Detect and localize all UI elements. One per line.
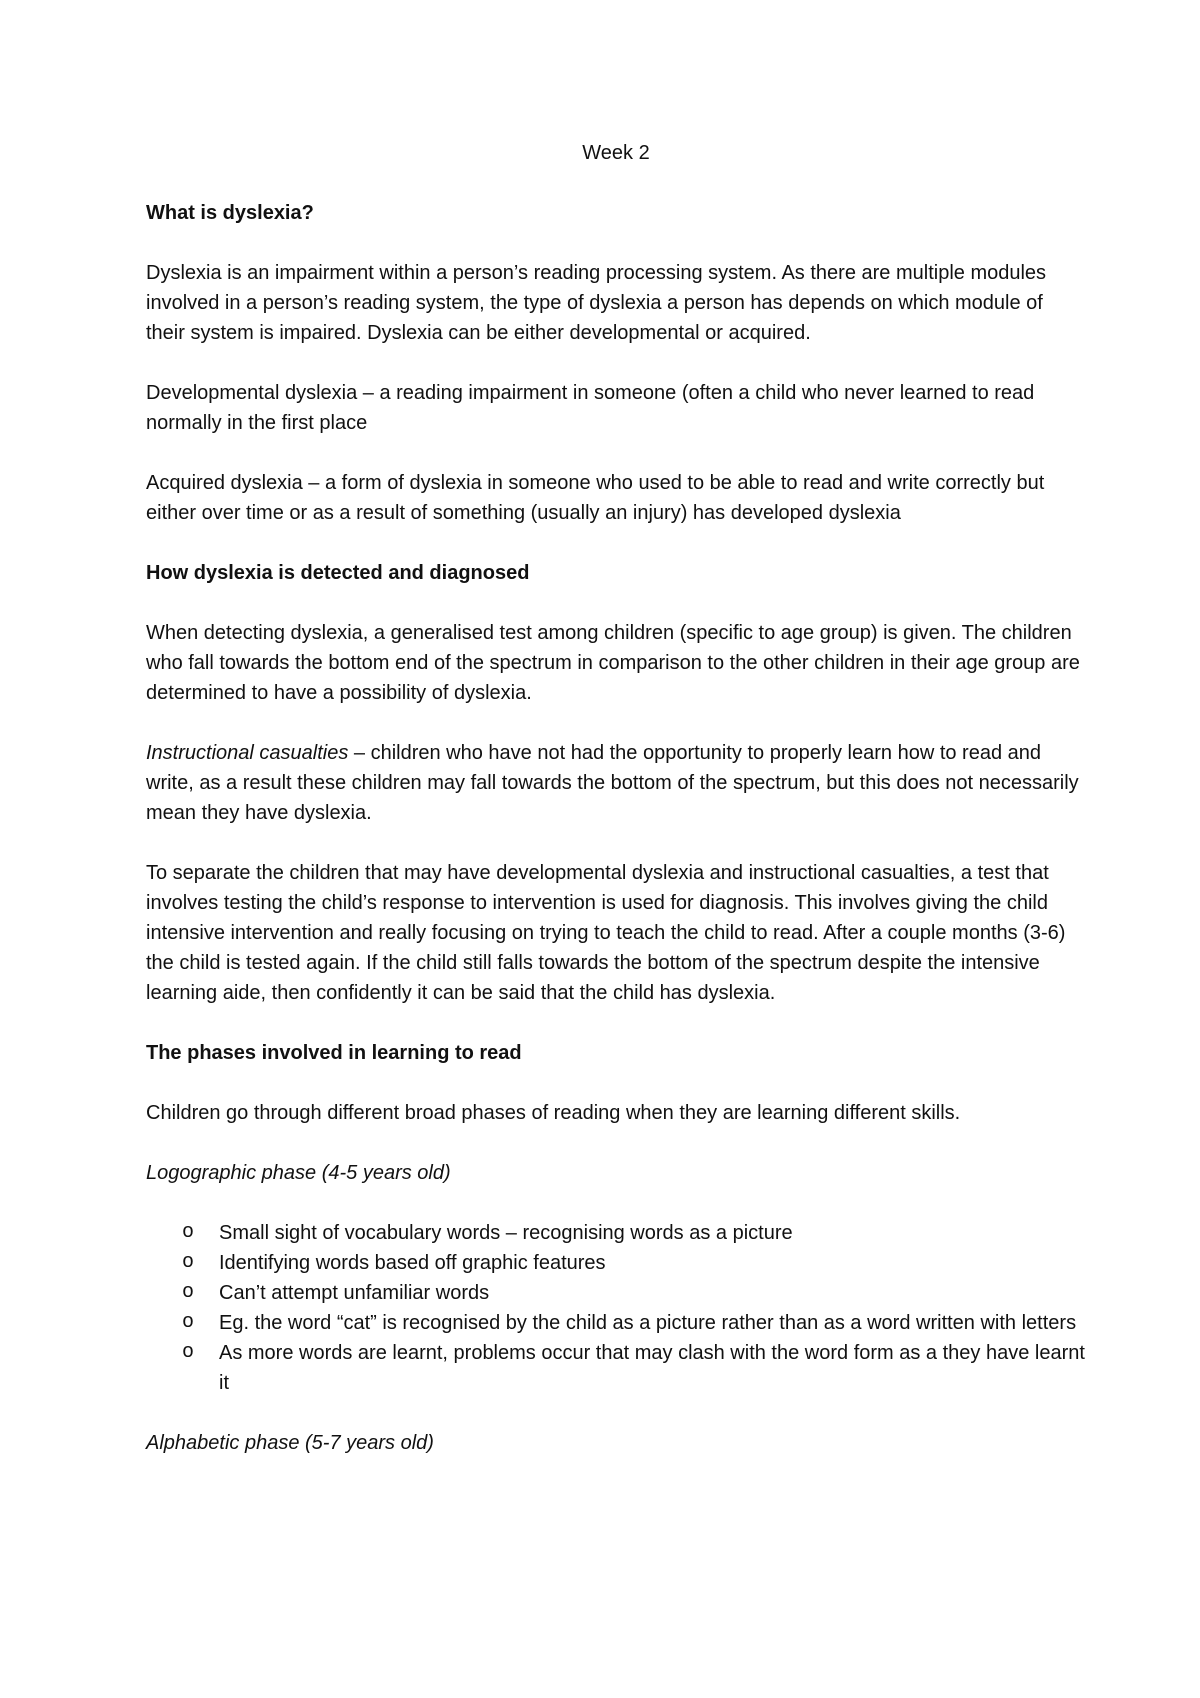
paragraph-detecting: When detecting dyslexia, a generalised test among children (specific to age group) is given. The children who fall towards the bottom end of the spectrum in comparison to the other children in their age group are determined to have a possibility of dyslexia. [146,622,1080,704]
paragraph-diagnosis: To separate the children that may have developmental dyslexia and instructional casualties, a test that involves testing the child’s response to intervention is used for diagnosis. This involves giving the child intensive intervention and really focusing on trying to teach the child to read. After a couple months (3-6) the child is tested again. If the child still falls towards the bottom of the spectrum despite the intensive learning aide, then confidently it can be said that the child has dyslexia. [146,862,1066,1004]
page-title: Week 2 [582,142,650,164]
section-heading-detection: How dyslexia is detected and diagnosed [146,562,530,584]
paragraph-acquired-dyslexia: Acquired dyslexia – a form of dyslexia in someone who used to be able to read and write correctly but either over time or as a result of something (usually an injury) has developed dyslexia [146,472,1045,524]
bullet-circle-icon: o [182,1281,195,1304]
term-instructional-casualties: Instructional casualties [146,742,349,764]
list-item: o Identifying words based off graphic features [146,1248,1086,1278]
list-item: o Small sight of vocabulary words – recognising words as a picture [146,1218,1086,1248]
section-heading-reading-phases: The phases involved in learning to read [146,1042,522,1064]
paragraph-phases-intro: Children go through different broad phases of reading when they are learning different skills. [146,1102,961,1124]
bullet-circle-icon: o [182,1311,195,1334]
bullet-circle-icon: o [182,1341,195,1364]
list-item: o As more words are learnt, problems occur that may clash with the word form as a they have learnt it [146,1338,1086,1398]
paragraph-instructional-casualties [146,738,1086,828]
paragraph-developmental-dyslexia: Developmental dyslexia – a reading impairment in someone (often a child who never learned to read normally in the first place [146,382,1035,434]
definition-instructional-casualties: – children who have not had the opportunity to properly learn how to read and write, as a result these children may fall towards the bottom of the spectrum, but this does not necessarily mean they have dyslexia. [146,742,1079,824]
bullet-circle-icon: o [182,1221,195,1244]
paragraph-dyslexia-intro: Dyslexia is an impairment within a person’s reading processing system. As there are multiple modules involved in a person’s reading system, the type of dyslexia a person has depends on which module of their system is impaired. Dyslexia can be either developmental or acquired. [146,262,1047,344]
bullet-circle-icon: o [182,1251,195,1274]
subheading-alphabetic-phase: Alphabetic phase (5-7 years old) [146,1432,434,1454]
logographic-bullet-list [146,1218,1086,1398]
subheading-logographic-phase: Logographic phase (4-5 years old) [146,1162,451,1184]
list-item: o Can’t attempt unfamiliar words [146,1278,1086,1308]
section-heading-what-is-dyslexia: What is dyslexia? [146,202,314,224]
document-page [146,138,1086,1488]
list-item: o Eg. the word “cat” is recognised by the child as a picture rather than as a word written with letters [146,1308,1086,1338]
